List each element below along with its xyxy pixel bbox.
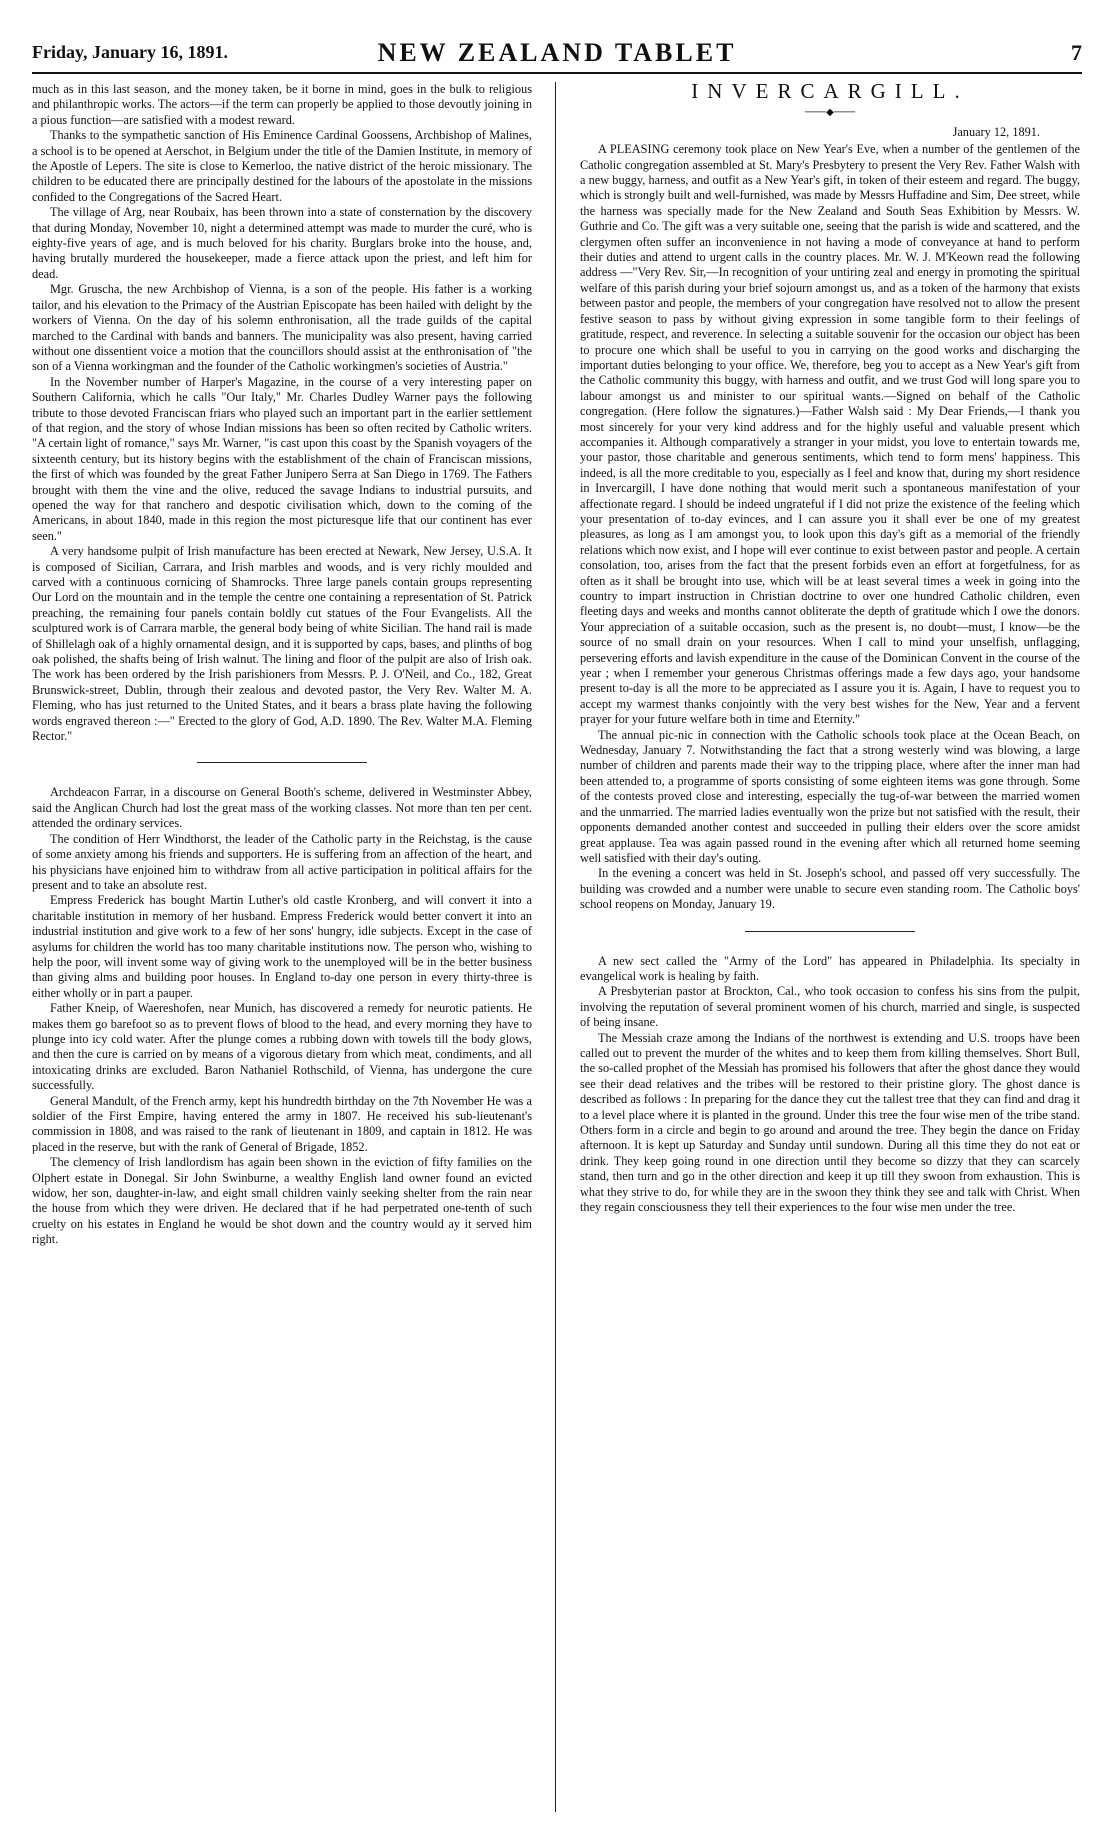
article-paragraph: The clemency of Irish landlordism has again been shown in the eviction of fifty families on the Olphert estate in Donegal. Sir John Swinburne, a wealthy English land owner found an evicted widow, her son, daughter-in-law, and eight small children vainly seeking shelter from the rain near the house from which they were driven. He declared that if he had perpetrated one-tenth of such cruelty on his estates in England he would be shot down and the country would ay it served him right. xyxy=(32,1155,532,1247)
column-divider xyxy=(555,82,556,1812)
article-paragraph: Empress Frederick has bought Martin Luther's old castle Kronberg, and will convert it into a charitable institution in memory of her husband. Empress Frederick would better convert it into an industrial institution and give work to a few of her sons' hungry, idle subjects. Except in the case of asylums for children the world has too many charitable institutions now. The person who, wishing to help the poor, will invent some way of giving work to the unemployed will be in the better business than giving alms and building poor houses. In England to-day one person in every thirty-three is either wholly or in part a pauper. xyxy=(32,893,532,1000)
article-paragraph: Father Kneip, of Waereshofen, near Munich, has discovered a remedy for neurotic patients. He makes them go barefoot so as to prevent flows of blood to the head, and every morning they have to plunge into icy cold water. After the plunge comes a rubbing down with towels till the body glows, and then the cure is carried on by means of a vigorous dietary from which meat, condiments, and all intoxicating drinks are excluded. Baron Nathaniel Rothschild, of Vienna, has undergone the cure successfully. xyxy=(32,1001,532,1093)
article-paragraph: The annual pic-nic in connection with the Catholic schools took place at the Ocean Beach, on Wednesday, January 7. Notwithstanding the fact that a strong westerly wind was blowing, a large number of children and parents made their way to the tripping place, where after the inner man had been attended to, a programme of sports consisting of some eighteen items was gone through. Some of the contests proved close and interesting, especially the tug-of-war between the married women and the unmarried. The married ladies eventually won the prize but not satisfied with the result, their opponents demanded another contest and succeeded in pulling their elders over the score amidst great applause. Tea was again passed round in the evening after which all returned home seeming well satisfied with their day's outing. xyxy=(580,727,1080,865)
right-news-block-2 xyxy=(580,954,1080,1216)
article-paragraph: much as in this last season, and the money taken, be it borne in mind, goes in the bulk to religious and philanthropic works. The actors—if the term can properly be applied to those devoutly joining in a pious function—are satisfied with a modest reward. xyxy=(32,82,532,127)
article-paragraph: In the November number of Harper's Magazine, in the course of a very interesting paper on Southern California, which he calls "Our Italy," Mr. Charles Dudley Warner pays the following tribute to those devoted Franciscan friars who played such an important part in the earlier settlement of that region, and the story of whose Indian missions has been so often recited by Catholic writers. "A certain light of romance," says Mr. Warner, "is cast upon this coast by the Spanish voyagers of the sixteenth century, but its history begins with the establishment of the chain of Franciscan missions, the first of which was founded by the great Father Junipero Serra at San Diego in 1769. The Fathers brought with them the vine and the olive, reduced the savage Indians to industrial pursuits, and opened the way for that ranchero and despotic civilisation which, down to the coming of the Americans, in about 1840, made in this region the most picturesque life that our continent has ever seen." xyxy=(32,374,532,543)
dateline: January 12, 1891. xyxy=(952,124,1040,139)
left-news-block-2 xyxy=(32,785,532,1247)
article-paragraph: A new sect called the "Army of the Lord" has appeared in Philadelphia. Its specialty in evangelical work is healing by faith. xyxy=(580,953,1080,983)
issue-date: Friday, January 16, 1891. xyxy=(32,42,229,62)
masthead-title: NEW ZEALAND TABLET xyxy=(377,38,737,67)
section-separator xyxy=(197,762,367,763)
article-paragraph: The Messiah craze among the Indians of the northwest is extending and U.S. troops have been called out to prevent the murder of the whites and to keep them from killing themselves. Short Bull, the so-called prophet of the Messiah has promised his followers that after the ghost dance they would see their dead relatives and the tribes will be restored to their pristine glory. The ghost dance is described as follows : In preparing for the dance they cut the tallest tree that they can find and drag it to a level place where it is planted in the ground. Under this tree the four wise men of the tribe stand. Others form in a circle and begin to go around and around the tree. They begin the dance on Friday afternoon. It is kept up Saturday and Sunday until sundown. During all this time they do not eat or drink. They keep going round in one direction until they become so dizzy that they can scarcely stand, then turn and go in the other direction and keep it up till they swoon from exhaustion. This is what they strive to do, for while they are in the swoon they think they see and talk with Christ. When they regain consciousness they tell their experiences to the four wise men under the tree. xyxy=(580,1030,1080,1215)
invercargill-article xyxy=(580,142,1080,912)
article-paragraph: Thanks to the sympathetic sanction of His Eminence Cardinal Goossens, Archbishop of Malines, a school is to be opened at Aerschot, in Belgium under the title of the Damien Institute, in memory of the Apostle of Lepers. The site is close to Kemerloo, the native district of the heroic missionary. The children to be educated there are principally destined for the labours of the apostolate in the missions confided to the Congregations of the Sacred Heart. xyxy=(32,128,532,204)
article-paragraph: A very handsome pulpit of Irish manufacture has been erected at Newark, New Jersey, U.S.A. It is composed of Sicilian, Carrara, and Irish marbles and woods, and is very richly moulded and carved with a continuous cornicing of Shamrocks. Three large panels contain groups representing Our Lord on the mountain and in the temple the centre one containing a representation of St. Patrick preaching, the remaining four panels contain boldly cut statues of the Four Evangelists. All the sculptured work is of Carrara marble, the general body being of white Sicilian. The hand rail is made of Shillelagh oak of a highly ornamental design, and it is supported by caps, bases, and plinths of bog oak polished, the shafts being of Irish walnut. The lining and floor of the pulpit are also of Irish oak. The work has been ordered by the Irish parishioners from Messrs. P. J. O'Neil, and Co., 182, Great Brunswick-street, Dublin, through their zealous and devoted pastor, the Very Rev. Walter M. A. Fleming, who has just returned to the United States, and it bears a brass plate having the following words engraved thereon :—" Erected to the glory of God, A.D. 1890. The Rev. Walter M.A. Fleming Rector." xyxy=(32,544,532,744)
article-paragraph: A Presbyterian pastor at Brockton, Cal., who took occasion to confess his sins from the pulpit, involving the reputation of several prominent women of his church, married and single, is suspected of being insane. xyxy=(580,984,1080,1030)
article-paragraph: The condition of Herr Windthorst, the leader of the Catholic party in the Reichstag, is the cause of some anxiety among his friends and supporters. He is suffering from an affection of the heart, and his physicians have enjoined him to withdraw from all active participation in political affairs for the present and to take an absolute rest. xyxy=(32,831,532,892)
article-paragraph: In the evening a concert was held in St. Joseph's school, and passed off very successfully. The building was crowded and a number were unable to secure even standing room. The Catholic boys' school reopens on Monday, January 19. xyxy=(580,866,1080,912)
article-paragraph: General Mandult, of the French army, kept his hundredth birthday on the 7th November He was a soldier of the First Empire, having entered the army in 1807. He received his sub-lieutenant's commission in 1808, and was raised to the rank of lieutenant in 1809, and captain in 1812. He was placed in the reserve, but with the rank of General of Brigade, 1852. xyxy=(32,1093,532,1154)
article-paragraph: Mgr. Gruscha, the new Archbishop of Vienna, is a son of the people. His father is a working tailor, and his elevation to the Primacy of the Austrian Episcopate has been hailed with delight by the workers of Vienna. On the day of his solemn enthronisation, all the trade guilds of the capital marched to the Cardinal with bands and banners. The municipality was also present, having carried without one dissentient voice a motion that the councillors should assist at the enthronisation of "the son of a Vienna workingman and the founder of the Catholic workingmen's societies of Austria." xyxy=(32,282,532,374)
article-paragraph: Archdeacon Farrar, in a discourse on General Booth's scheme, delivered in Westminster Abbey, said the Anglican Church had lost the great mass of the working classes. Not more than ten per cent. attended the ordinary services. xyxy=(32,785,532,831)
page-header xyxy=(32,38,1082,74)
article-paragraph: The village of Arg, near Roubaix, has been thrown into a state of consternation by the discovery that during Monday, November 10, night a determined attempt was made to murder the curé, who is eighty-five years of age, and is much beloved for his charity. Burglars broke into the house, and, having brutally murdered the housekeeper, made a fierce attack upon the priest, and left him for dead. xyxy=(32,205,532,281)
section-title: INVERCARGILL. xyxy=(691,82,969,103)
right-column xyxy=(580,82,1080,1812)
left-news-block-1 xyxy=(32,82,532,744)
ornament-divider-icon: ───◆─── xyxy=(804,107,856,119)
page-number: 7 xyxy=(1071,40,1082,65)
section-separator xyxy=(745,931,915,932)
left-column xyxy=(32,82,532,1812)
article-paragraph: A PLEASING ceremony took place on New Year's Eve, when a number of the gentlemen of the Catholic congregation assembled at St. Mary's Presbytery to present the Very Rev. Father Walsh with a new buggy, harness, and outfit as a New Year's gift, in token of their esteem and regard. The buggy, which is strongly built and well-furnished, was made by Messrs Huffadine and Sim, Dee street, while the harness was specially made for the New Zealand and South Seas Exhibition by Messrs. W. Guthrie and Co. The gift was a very suitable one, seeing that the parish is wide and scattered, and the clergymen often suffer an inconvenience in not having a mode of conveyance at hand to perform their duties and attend to urgent calls in the country places. Mr. W. J. M'Keown read the following address —"Very Rev. Sir,—In recognition of your untiring zeal and energy in promoting the spiritual welfare of this parish during your brief sojourn amongst us, and as a token of the harmony that exists between pastor and people, the members of your congregation have resolved not to allow the present festive season to pass by without giving expression in some tangible form to their feelings of gratitude, respect, and reverence. In selecting a suitable souvenir for the occasion our object has been to procure one which shall be useful to you in carrying on the good works and discharging the important duties belonging to your office. We, therefore, beg you to accept as a New Year's gift from the Catholic community this buggy, with harness and outfit, and we trust God will long spare you to labour amongst us and minister to our spiritual wants.—Signed on behalf of the Catholic congregation. (Here follow the signatures.)—Father Walsh said : My Dear Friends,—I thank you most sincerely for your very kind address and for the highly useful and valuable present which accompanies it. Although comparatively a stranger in your midst, you love to entertain towards me, your pastor, those charitable and generous sentiments, which tend to form mens' happiness. This indeed, is all the more creditable to you, especially as I feel and know that, during my short residence in Invercargill, I have done nothing that would merit such a spontaneous manifestation of your affectionate regard. I should be indeed ungrateful if I did not prize the existence of the feeling which your presentation of to-day evinces, and I can assure you it shall ever be one of my greatest pleasures, as long as I am amongst you, to look upon this day's gift as a memorial of the friendly relations which now exist, and I hope will ever continue to exist between pastor and people. A certain consolation, too, arises from the fact that the present forbids even an effort at forgetfulness, for as often as it shall be brought into use, which will be at least several times a week in going into the country to impart instruction in Christian doctrine to over one hundred Catholic children, even fleeting days and weeks and months cannot obliterate the depth of gratitude which I owe the donors. Your appreciation of a suitable occasion, such as the present is, no doubt—must, I know—be the source of no small drain on your resources. When I call to mind your unselfish, unflagging, persevering efforts and lavish expenditure in the cause of the Dominican Convent in the course of the year ; when I remember your generous Christmas offerings made a few days ago, your handsome present to-day is all the more to be appreciated as I assure you it is. Again, I have to request you to accept my warmest thanks conjointly with the very best wishes for the New, Year and a fervent prayer for your future welfare both in time and Eternity." xyxy=(580,142,1080,727)
